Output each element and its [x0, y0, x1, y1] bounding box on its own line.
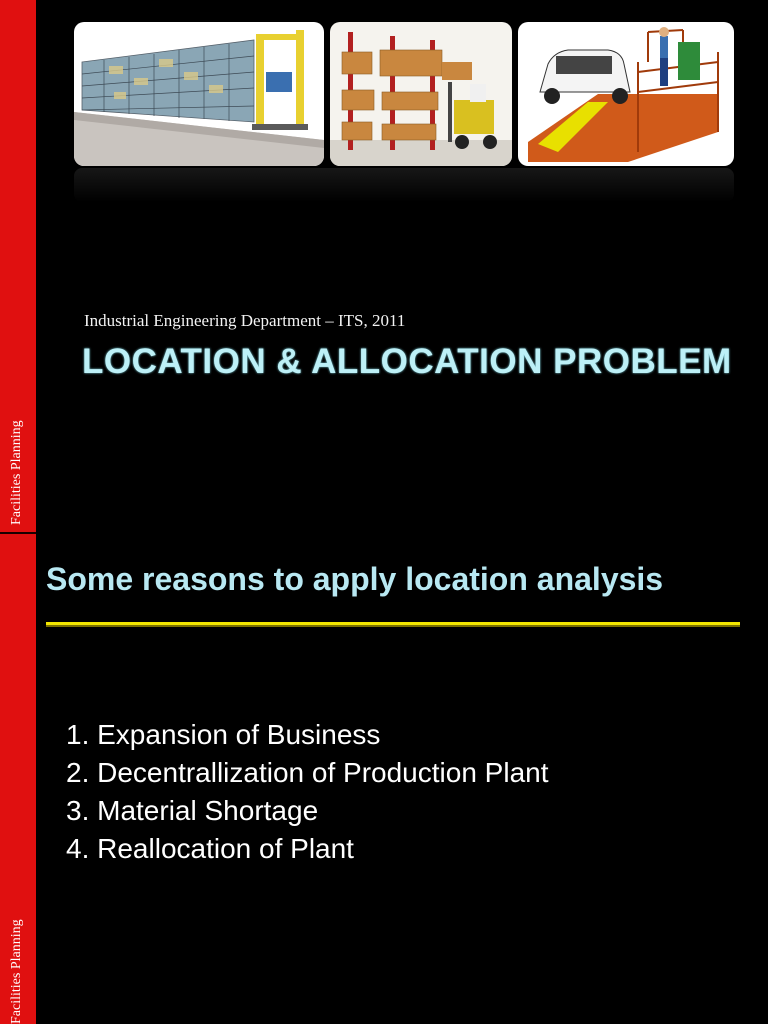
reasons-list	[66, 716, 549, 868]
photo-reflection	[74, 168, 734, 202]
car-assembly-platform-photo	[518, 22, 734, 166]
heading-underline-shadow	[46, 625, 740, 627]
section-heading: Some reasons to apply location analysis	[46, 561, 664, 597]
department-line: Industrial Engineering Department – ITS, 2011	[84, 311, 406, 330]
slide-title: LOCATION & ALLOCATION PROBLEM	[82, 342, 732, 381]
list-item: 3. Material Shortage	[66, 795, 319, 826]
sidebar-label-top: Facilities Planning	[9, 420, 24, 525]
sidebar-label-bottom: Facilities Planning	[9, 919, 24, 1024]
cantilever-rack-forklift-photo	[330, 22, 512, 166]
warehouse-racking-photo	[74, 22, 324, 166]
list-item: 4. Reallocation of Plant	[66, 833, 354, 864]
list-item: 2. Decentrallization of Production Plant	[66, 757, 549, 788]
list-item: 1. Expansion of Business	[66, 719, 381, 750]
